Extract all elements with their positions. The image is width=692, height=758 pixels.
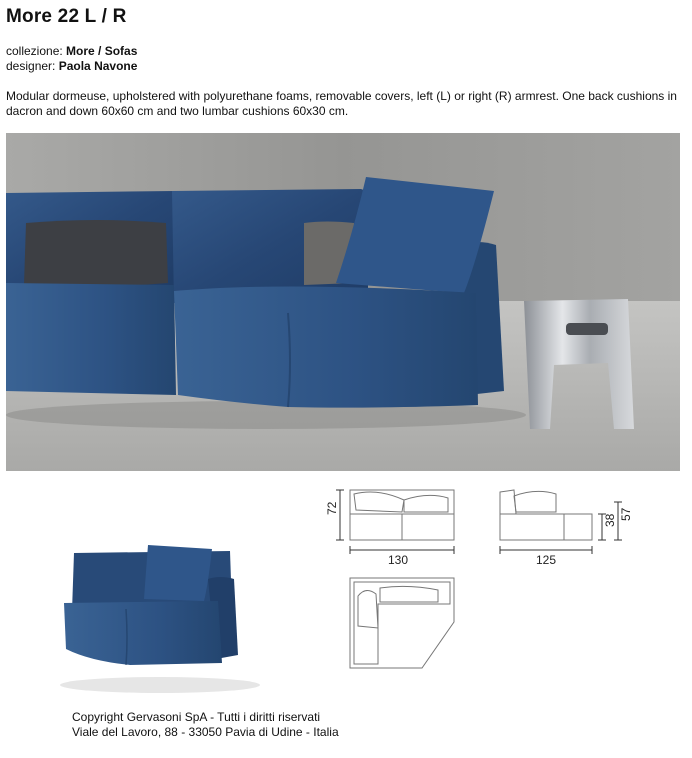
designer-label: designer: [6,59,56,73]
plan-view [350,578,454,668]
front-view [336,490,454,554]
designer-value: Paola Navone [58,59,138,73]
collection-line [6,44,137,59]
collection-value: More / Sofas [66,44,138,58]
side-seat-height-label: 38 [603,513,617,527]
copyright-line: Copyright Gervasoni SpA - Tutti i diritti riservati [72,710,321,724]
hero-photo [6,133,680,471]
technical-drawings [318,478,638,678]
copyright-block [72,710,339,740]
product-photo [40,535,280,695]
product-cushion [144,545,212,601]
product-description: Modular dormeuse, upholstered with polyurethane foams, removable covers, left (L) or right (R) armrest. One back cushions in dacron and down 60x60 cm and two lumbar cushions 60x30 cm. [6,89,677,118]
address-line: Viale del Lavoro, 88 - 33050 Pavia di Udine - Italia [72,725,339,739]
front-width-label: 130 [388,553,409,567]
curved-seat [174,286,478,407]
page-title: More 22 L / R [6,6,127,27]
side-arm-height-label: 57 [619,507,633,521]
front-height-label: 72 [325,501,339,515]
designer-line [6,59,137,74]
collection-label: collezione: [6,44,63,58]
lumbar-cushion-left [24,220,168,287]
side-depth-label: 125 [536,553,557,567]
left-seat [6,283,176,395]
product-seat [64,601,222,665]
